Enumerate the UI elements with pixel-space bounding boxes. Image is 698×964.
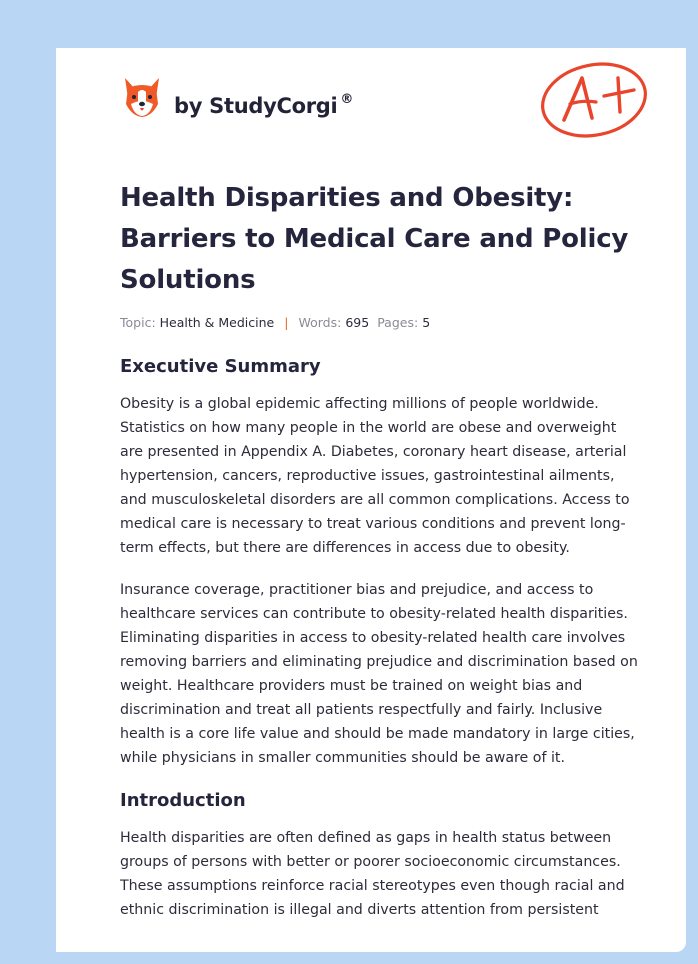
introduction-paragraph-1: Health disparities are often defined as gaps in health status between groups of persons with better or poorer socioeconomic circumstances. These assumptions reinforce racial stereotypes even though racial and ethnic discrimination is illegal and diverts attention from persistent — [120, 830, 625, 918]
brand-name — [174, 92, 353, 118]
brand-name-text: by StudyCorgi — [174, 94, 338, 118]
document-page — [56, 48, 686, 952]
a-plus-icon — [538, 58, 650, 140]
words-count: 695 — [345, 315, 370, 330]
executive-summary-heading: Executive Summary — [120, 356, 321, 377]
studycorgi-logo[interactable] — [122, 76, 353, 120]
executive-summary-paragraph-2: Insurance coverage, practitioner bias and prejudice, and access to healthcare services can contribute to obesity-related health disparities. Eliminating disparities in access to obesity-related health care involves removing barriers and eliminating prejudice and discrimination based on weight. Healthcare providers must be trained on weight bias and discrimination and treat all patients respectfully and fairly. Inclusive health is a core life value and should be made mandatory in large cities, while physicians in smaller communities should be aware of it. — [120, 582, 638, 766]
document-content — [120, 178, 640, 922]
topic-link[interactable]: Health & Medicine — [159, 315, 275, 330]
meta-separator: | — [284, 315, 289, 330]
document-meta — [120, 315, 640, 330]
corgi-icon — [122, 76, 162, 120]
grade-badge — [538, 58, 650, 144]
pages-count: 5 — [422, 315, 431, 330]
topic-label: Topic: — [120, 315, 156, 330]
registered-mark: ® — [340, 92, 354, 107]
introduction-heading: Introduction — [120, 790, 246, 811]
pages-label: Pages: — [377, 315, 419, 330]
executive-summary-paragraph-1: Obesity is a global epidemic affecting millions of people worldwide. Statistics on how many people in the world are obese and overweight are presented in Appendix A. Diabetes, coronary heart disease, arterial hypertension, cancers, reproductive issues, gastrointestinal ailments, and musculoskeletal disorders are all common complications. Access to medical care is necessary to treat various conditions and prevent long-term effects, but there are differences in access due to obesity. — [120, 396, 630, 556]
words-label: Words: — [298, 315, 342, 330]
document-title: Health Disparities and Obesity: Barriers to Medical Care and Policy Solutions — [120, 183, 629, 295]
